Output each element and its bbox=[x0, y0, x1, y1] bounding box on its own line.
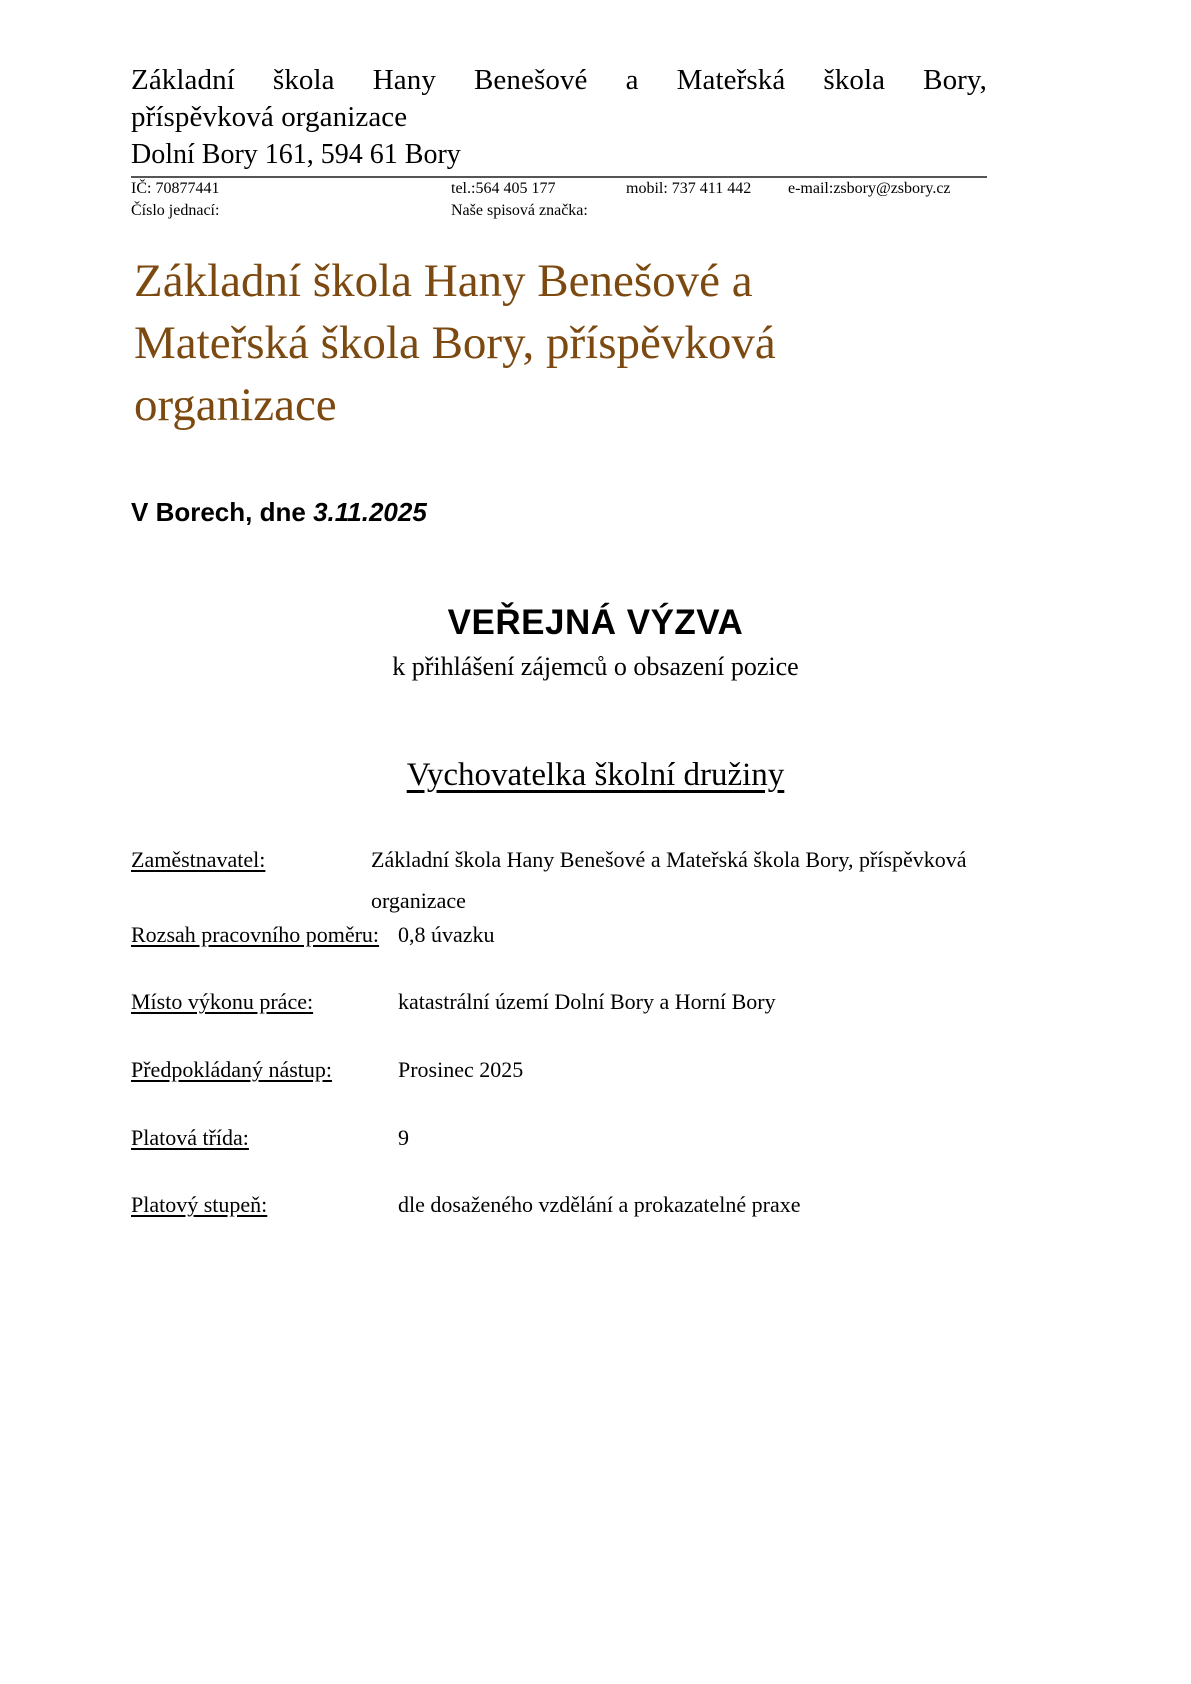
letterhead-divider bbox=[131, 176, 987, 178]
reference-number-label: Číslo jednací: bbox=[131, 201, 220, 219]
detail-row bbox=[131, 1185, 1011, 1226]
detail-label: Předpokládaný nástup: bbox=[131, 1057, 333, 1083]
file-mark-label: Naše spisová značka: bbox=[451, 201, 588, 219]
position-heading-text: Vychovatelka školní družiny bbox=[406, 757, 785, 793]
company-id: IČ: 70877441 bbox=[131, 179, 220, 197]
detail-label: Rozsah pracovního poměru: bbox=[131, 921, 380, 947]
email-address: e-mail:zsbory@zsbory.cz bbox=[788, 179, 951, 197]
detail-row bbox=[131, 1050, 1011, 1091]
details-list bbox=[131, 840, 1011, 1253]
dateline-date: 3.11.2025 bbox=[313, 497, 427, 527]
letterhead-organization-line1: Základní škola Hany Benešové a Mateřská škola Bory, bbox=[131, 64, 987, 96]
public-call-heading: VEŘEJNÁ VÝZVA bbox=[447, 603, 744, 642]
letterhead-organization bbox=[131, 62, 987, 136]
letterhead-reference-row bbox=[131, 202, 987, 224]
detail-label: Místo výkonu práce: bbox=[131, 989, 314, 1015]
letterhead-organization-line2: příspěvková organizace bbox=[131, 101, 408, 134]
detail-value: 0,8 úvazku bbox=[398, 921, 495, 947]
telephone: tel.:564 405 177 bbox=[451, 179, 556, 197]
detail-row bbox=[131, 915, 1011, 956]
detail-value: Prosinec 2025 bbox=[398, 1057, 524, 1083]
position-heading bbox=[0, 757, 1191, 794]
dateline bbox=[131, 497, 427, 528]
dateline-prefix: V Borech, dne bbox=[131, 497, 306, 527]
detail-label: Platová třída: bbox=[131, 1124, 249, 1150]
mobile-phone: mobil: 737 411 442 bbox=[626, 179, 752, 197]
detail-value: katastrální území Dolní Bory a Horní Bory bbox=[398, 989, 776, 1015]
public-call-subtitle: k přihlášení zájemců o obsazení pozice bbox=[392, 652, 799, 681]
letterhead bbox=[131, 62, 987, 224]
detail-row bbox=[131, 1118, 1011, 1159]
detail-row bbox=[131, 982, 1011, 1023]
detail-row bbox=[131, 840, 1011, 913]
letterhead-contact-row bbox=[131, 180, 987, 202]
detail-value: Základní škola Hany Benešové a Mateřská škola Bory, příspěvková organizace bbox=[371, 847, 967, 913]
page-title: Základní škola Hany Benešové a Mateřská škola Bory, příspěvková organizace bbox=[134, 255, 776, 432]
detail-value: dle dosaženého vzdělání a prokazatelné praxe bbox=[398, 1192, 801, 1218]
detail-label: Platový stupeň: bbox=[131, 1192, 268, 1218]
detail-label: Zaměstnavatel: bbox=[131, 847, 266, 872]
letterhead-address: Dolní Bory 161, 594 61 Bory bbox=[131, 139, 461, 171]
detail-value: 9 bbox=[398, 1124, 409, 1150]
